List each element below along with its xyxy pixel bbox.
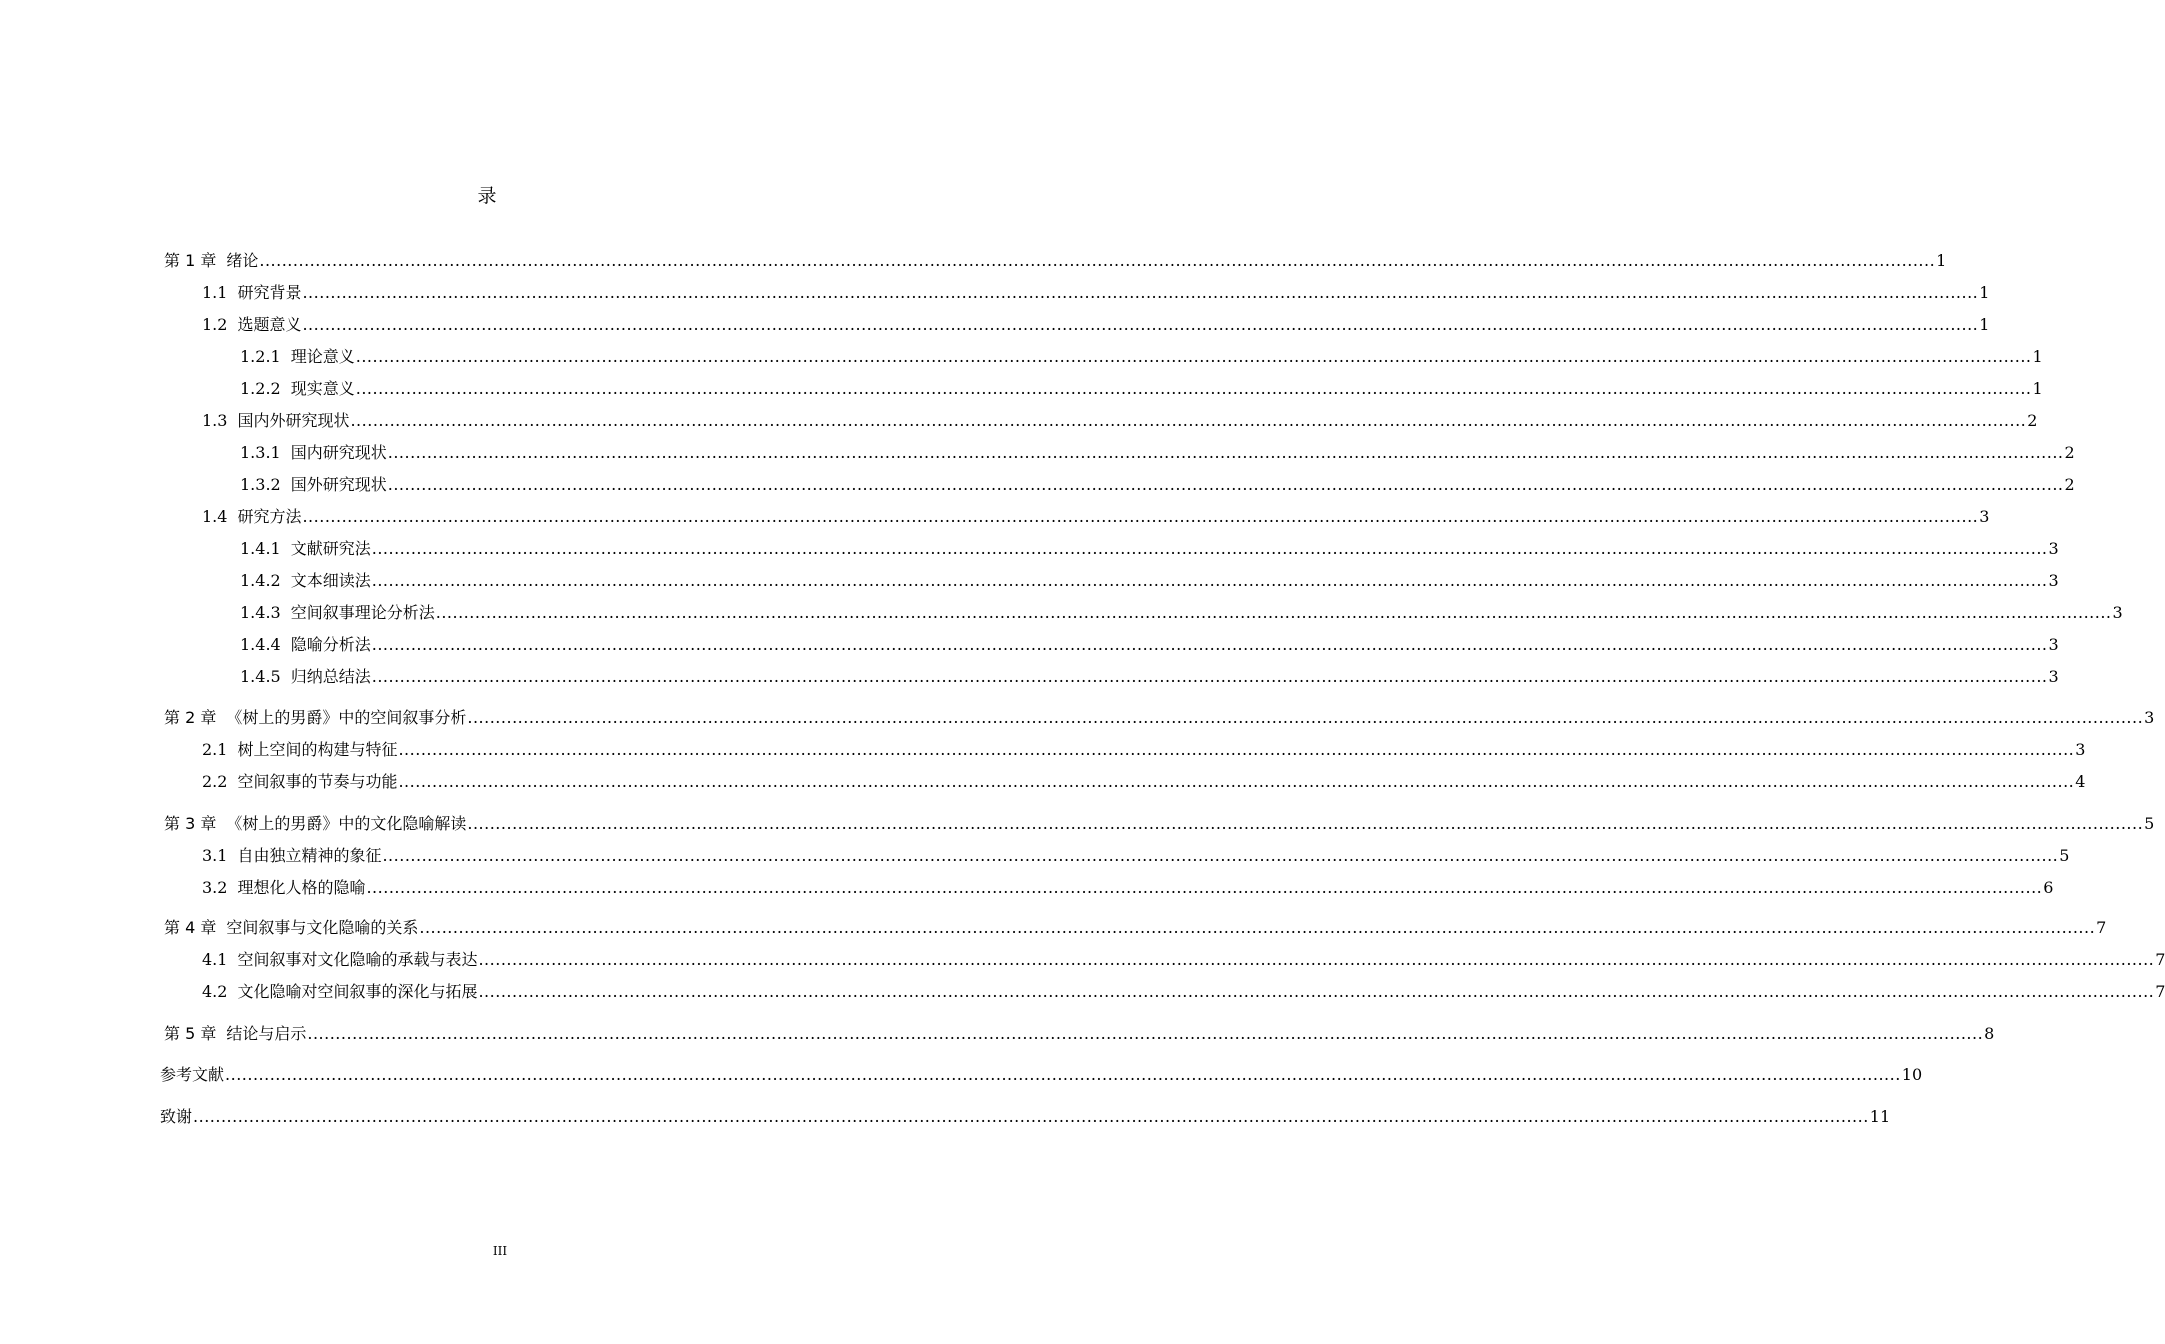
toc-entry-title: 国内研究现状 [290, 443, 387, 462]
toc-entry-label [202, 506, 301, 528]
toc-chapter-entry[interactable] [164, 915, 2107, 939]
toc-subsection-entry[interactable] [240, 536, 2059, 560]
toc-dot-leader: ............................................................................................................................................................................................................................................................................................................ [302, 283, 1979, 302]
toc-entry-title: 空间叙事与文化隐喻的关系 [226, 918, 419, 937]
toc-entry-number: 2.2 [202, 772, 228, 791]
toc-dot-leader: ............................................................................................................................................................................................................................................................................................................ [419, 918, 2096, 937]
toc-subsection-entry[interactable] [240, 376, 2043, 400]
toc-backmatter-entry[interactable] [160, 1104, 1891, 1128]
toc-heading: 录 [477, 185, 497, 207]
toc-entry-number: 1.2.1 [240, 347, 281, 366]
toc-section-entry[interactable] [202, 769, 2086, 793]
toc-entry-page-number: 5 [2059, 846, 2070, 865]
toc-dot-leader: ............................................................................................................................................................................................................................................................................................................ [387, 443, 2064, 462]
toc-entry-page-number: 5 [2144, 814, 2155, 833]
toc-entry-page-number: 8 [1984, 1024, 1995, 1043]
toc-entry-number: 第 3 章 [164, 814, 217, 833]
toc-entry-label [240, 602, 435, 624]
toc-subsection-entry[interactable] [240, 344, 2043, 368]
toc-entry-number: 1.3 [202, 411, 228, 430]
toc-section-entry[interactable] [202, 504, 1990, 528]
toc-entry-number: 4.2 [202, 982, 228, 1001]
toc-entry-title: 国内外研究现状 [237, 411, 350, 430]
toc-subsection-entry[interactable] [240, 664, 2059, 688]
toc-entry-label [240, 634, 371, 656]
toc-entry-label [240, 474, 387, 496]
toc-entry-title: 《树上的男爵》中的空间叙事分析 [226, 708, 467, 727]
toc-entry-title: 文本细读法 [290, 571, 371, 590]
toc-dot-leader: ............................................................................................................................................................................................................................................................................................................ [467, 814, 2144, 833]
toc-entry-title: 研究背景 [237, 283, 302, 302]
toc-entry-title: 绪论 [226, 251, 259, 270]
toc-entry-number: 第 4 章 [164, 918, 217, 937]
toc-entry-page-number: 3 [2048, 539, 2059, 558]
toc-entry-title: 致谢 [160, 1107, 193, 1126]
toc-entry-number: 1.2.2 [240, 379, 281, 398]
toc-entry-title: 结论与启示 [226, 1024, 307, 1043]
toc-dot-leader: ............................................................................................................................................................................................................................................................................................................ [371, 539, 2048, 558]
toc-entry-number: 1.3.1 [240, 443, 281, 462]
toc-entry-page-number: 1 [2032, 347, 2043, 366]
toc-entry-label [202, 410, 349, 432]
toc-entry-page-number: 7 [2155, 982, 2165, 1001]
toc-section-entry[interactable] [202, 843, 2070, 867]
toc-entry-page-number: 7 [2155, 950, 2165, 969]
toc-entry-page-number: 10 [1901, 1065, 1923, 1084]
toc-entry-title: 参考文献 [160, 1065, 225, 1084]
toc-dot-leader: ............................................................................................................................................................................................................................................................................................................ [478, 982, 2155, 1001]
toc-entry-title: 树上空间的构建与特征 [237, 740, 398, 759]
toc-entry-number: 1.1 [202, 283, 228, 302]
toc-entry-label [240, 666, 371, 688]
toc-dot-leader: ............................................................................................................................................................................................................................................................................................................ [398, 740, 2075, 759]
toc-entry-page-number: 1 [1979, 315, 1990, 334]
toc-entry-label [240, 442, 387, 464]
toc-entry-label [164, 250, 258, 272]
toc-chapter-entry[interactable] [164, 248, 1947, 272]
toc-entry-page-number: 3 [2075, 740, 2086, 759]
toc-entry-title: 空间叙事对文化隐喻的承载与表达 [237, 950, 478, 969]
toc-subsection-entry[interactable] [240, 568, 2059, 592]
toc-dot-leader: ............................................................................................................................................................................................................................................................................................................ [382, 846, 2059, 865]
toc-entry-number: 1.2 [202, 315, 228, 334]
toc-subsection-entry[interactable] [240, 472, 2075, 496]
toc-entry-number: 1.4.3 [240, 603, 281, 622]
toc-dot-leader: ............................................................................................................................................................................................................................................................................................................ [371, 571, 2048, 590]
toc-entry-page-number: 2 [2064, 475, 2075, 494]
toc-entry-page-number: 4 [2075, 772, 2086, 791]
toc-backmatter-entry[interactable] [160, 1062, 1923, 1086]
toc-dot-leader: ............................................................................................................................................................................................................................................................................................................ [193, 1107, 1869, 1126]
toc-dot-leader: ............................................................................................................................................................................................................................................................................................................ [387, 475, 2064, 494]
toc-entry-label [202, 739, 397, 761]
toc-entry-page-number: 3 [2112, 603, 2123, 622]
toc-entry-label [160, 1106, 192, 1128]
toc-entry-number: 第 1 章 [164, 251, 217, 270]
toc-entry-number: 1.4.4 [240, 635, 281, 654]
toc-entry-label [240, 378, 355, 400]
toc-subsection-entry[interactable] [240, 600, 2123, 624]
toc-entry-page-number: 2 [2027, 411, 2038, 430]
toc-entry-label [202, 877, 365, 899]
toc-entry-label [240, 538, 371, 560]
toc-dot-leader: ............................................................................................................................................................................................................................................................................................................ [398, 772, 2075, 791]
toc-entry-title: 文献研究法 [290, 539, 371, 558]
toc-entry-number: 1.4.1 [240, 539, 281, 558]
toc-entry-title: 隐喻分析法 [290, 635, 371, 654]
toc-subsection-entry[interactable] [240, 440, 2075, 464]
toc-entry-title: 国外研究现状 [290, 475, 387, 494]
toc-entry-page-number: 11 [1869, 1107, 1891, 1126]
toc-entry-title: 选题意义 [237, 315, 302, 334]
toc-chapter-entry[interactable] [164, 811, 2155, 835]
toc-entry-number: 1.4.2 [240, 571, 281, 590]
toc-entry-page-number: 3 [2048, 635, 2059, 654]
toc-entry-number: 第 5 章 [164, 1024, 217, 1043]
toc-entry-number: 1.4.5 [240, 667, 281, 686]
toc-entry-page-number: 1 [1936, 251, 1947, 270]
toc-entry-title: 《树上的男爵》中的文化隐喻解读 [226, 814, 467, 833]
toc-dot-leader: ............................................................................................................................................................................................................................................................................................................ [478, 950, 2155, 969]
toc-entry-label [240, 570, 371, 592]
toc-entry-title: 现实意义 [290, 379, 355, 398]
toc-entry-page-number: 3 [1979, 507, 1990, 526]
toc-entry-title: 文化隐喻对空间叙事的深化与拓展 [237, 982, 478, 1001]
toc-entry-title: 空间叙事理论分析法 [290, 603, 435, 622]
toc-dot-leader: ............................................................................................................................................................................................................................................................................................................ [302, 315, 1979, 334]
toc-entry-number: 1.4 [202, 507, 228, 526]
toc-entry-label [202, 314, 301, 336]
toc-dot-leader: ............................................................................................................................................................................................................................................................................................................ [366, 878, 2043, 897]
toc-entry-number: 1.3.2 [240, 475, 281, 494]
toc-entry-label [202, 949, 477, 971]
toc-dot-leader: ............................................................................................................................................................................................................................................................................................................ [355, 379, 2032, 398]
toc-dot-leader: ............................................................................................................................................................................................................................................................................................................ [225, 1065, 1901, 1084]
toc-entry-number: 3.1 [202, 846, 228, 865]
toc-section-entry[interactable] [202, 979, 2165, 1003]
toc-entry-title: 自由独立精神的象征 [237, 846, 382, 865]
page-number-footer: III [492, 1244, 508, 1258]
toc-entry-title: 理想化人格的隐喻 [237, 878, 366, 897]
toc-section-entry[interactable] [202, 408, 2038, 432]
toc-entry-page-number: 3 [2048, 571, 2059, 590]
toc-dot-leader: ............................................................................................................................................................................................................................................................................................................ [350, 411, 2027, 430]
toc-section-entry[interactable] [202, 280, 1990, 304]
toc-entry-label [202, 771, 397, 793]
toc-entry-page-number: 3 [2144, 708, 2155, 727]
toc-dot-leader: ............................................................................................................................................................................................................................................................................................................ [371, 635, 2048, 654]
toc-entry-page-number: 2 [2064, 443, 2075, 462]
toc-dot-leader: ............................................................................................................................................................................................................................................................................................................ [355, 347, 2032, 366]
toc-entry-page-number: 7 [2096, 918, 2107, 937]
toc-dot-leader: ............................................................................................................................................................................................................................................................................................................ [259, 251, 1936, 270]
toc-entry-number: 4.1 [202, 950, 228, 969]
toc-entry-label [202, 845, 381, 867]
toc-entry-label [202, 282, 301, 304]
toc-entry-label [164, 813, 466, 835]
toc-entry-label [202, 981, 477, 1003]
toc-section-entry[interactable] [202, 312, 1990, 336]
toc-section-entry[interactable] [202, 737, 2086, 761]
toc-entry-number: 2.1 [202, 740, 228, 759]
toc-section-entry[interactable] [202, 875, 2054, 899]
toc-chapter-entry[interactable] [164, 1021, 1995, 1045]
toc-entry-label [240, 346, 355, 368]
toc-entry-number: 3.2 [202, 878, 228, 897]
toc-entry-title: 归纳总结法 [290, 667, 371, 686]
toc-entry-label [164, 917, 418, 939]
toc-entry-number: 第 2 章 [164, 708, 217, 727]
toc-entry-label [164, 707, 466, 729]
toc-entry-page-number: 1 [1979, 283, 1990, 302]
toc-dot-leader: ............................................................................................................................................................................................................................................................................................................ [435, 603, 2112, 622]
toc-entry-page-number: 6 [2043, 878, 2054, 897]
toc-entry-title: 空间叙事的节奏与功能 [237, 772, 398, 791]
toc-dot-leader: ............................................................................................................................................................................................................................................................................................................ [302, 507, 1979, 526]
toc-subsection-entry[interactable] [240, 632, 2059, 656]
toc-entry-label [160, 1064, 224, 1086]
toc-entry-title: 理论意义 [290, 347, 355, 366]
toc-chapter-entry[interactable] [164, 705, 2155, 729]
toc-section-entry[interactable] [202, 947, 2165, 971]
toc-entry-label [164, 1023, 306, 1045]
toc-dot-leader: ............................................................................................................................................................................................................................................................................................................ [467, 708, 2144, 727]
toc-entry-title: 研究方法 [237, 507, 302, 526]
toc-dot-leader: ............................................................................................................................................................................................................................................................................................................ [307, 1024, 1984, 1043]
toc-entry-page-number: 1 [2032, 379, 2043, 398]
toc-entry-page-number: 3 [2048, 667, 2059, 686]
toc-dot-leader: ............................................................................................................................................................................................................................................................................................................ [371, 667, 2048, 686]
